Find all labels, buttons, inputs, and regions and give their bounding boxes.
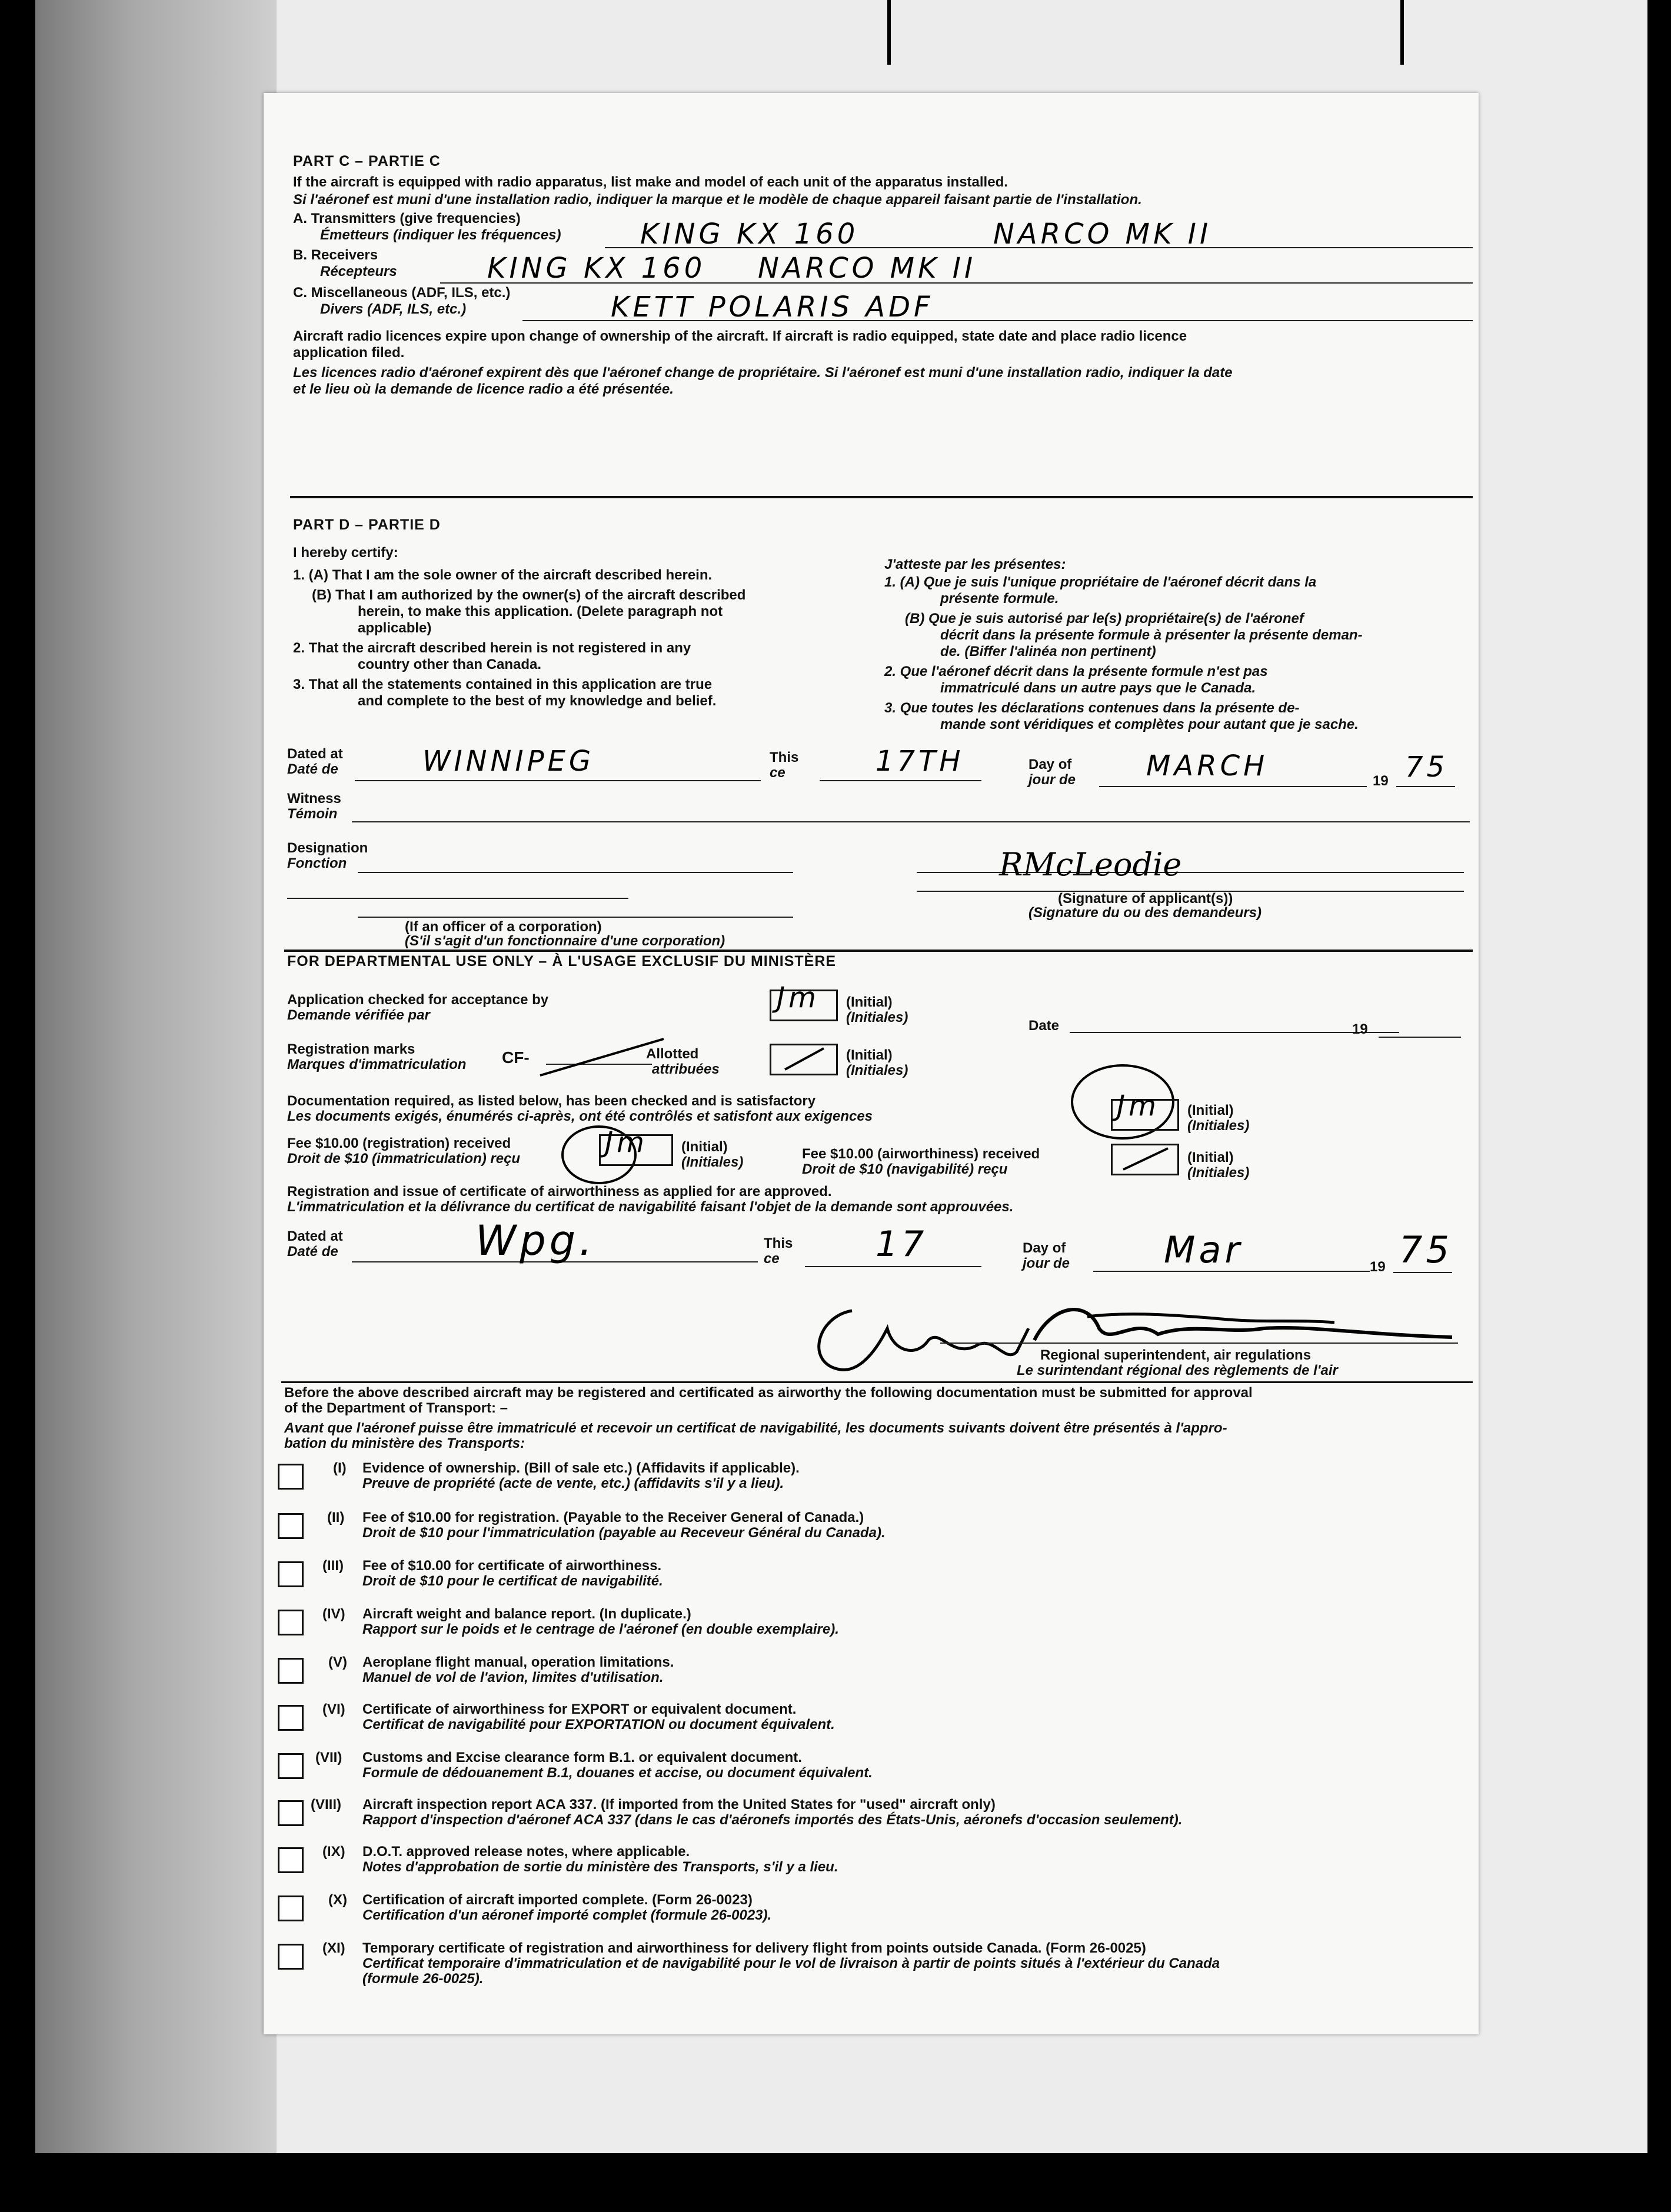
witness-fr: Témoin: [287, 806, 338, 822]
frame-tick-bottom: [277, 2153, 280, 2212]
cert-fr-3: (B) Que je suis autorisé par le(s) propriétaire(s) de l'aéronef: [905, 611, 1304, 627]
requirement-checkbox-1[interactable]: [278, 1464, 304, 1490]
requirement-en-10: Certification of aircraft imported complete. (Form 26-0023): [362, 1892, 753, 1908]
doc-checked-fr: Les documents exigés, énumérés ci-après, ont été contrôlés et satisfont aux exigences: [287, 1108, 873, 1124]
approval-day-of-value: Mar: [1164, 1228, 1243, 1271]
approval-day-of-en: Day of: [1023, 1240, 1066, 1256]
receivers-label-fr: Récepteurs: [320, 264, 397, 279]
approval-day-of-fr: jour de: [1023, 1255, 1070, 1271]
cert-en-8: and complete to the best of my knowledge and belief.: [358, 693, 717, 709]
fee-air-initial-fr: (Initiales): [1187, 1165, 1250, 1181]
requirement-en-4: Aircraft weight and balance report. (In duplicate.): [362, 1606, 691, 1622]
checked-en: Application checked for acceptance by: [287, 992, 549, 1008]
designation-fr: Fonction: [287, 855, 347, 871]
fee-reg-fr: Droit de $10 (immatriculation) reçu: [287, 1151, 521, 1167]
cert-en-6: country other than Canada.: [358, 657, 542, 672]
dated-at-line: [355, 780, 761, 781]
dept-heading: FOR DEPARTMENTAL USE ONLY – À L'USAGE EXCLUSIF DU MINISTÈRE: [287, 953, 837, 970]
part-c-heading: PART C – PARTIE C: [293, 153, 441, 169]
part-d-heading: PART D – PARTIE D: [293, 517, 441, 533]
year-prefix: 19: [1373, 773, 1389, 789]
requirement-checkbox-10[interactable]: [278, 1895, 304, 1921]
requirement-fr-6: Certificat de navigabilité pour EXPORTATION ou document équivalent.: [362, 1717, 835, 1733]
signature-label-en: (Signature of applicant(s)): [1058, 891, 1233, 907]
checked-date-label: Date: [1028, 1018, 1060, 1034]
checked-year-line: [1379, 1037, 1461, 1038]
superintendent-fr: Le surintendant régional des règlements de l'air: [1017, 1362, 1338, 1378]
transmitters-value-1: KING KX 160: [640, 218, 859, 251]
dated-at-en: Dated at: [287, 746, 343, 762]
fee-reg-initial-fr: (Initiales): [681, 1154, 744, 1170]
requirement-fr-11b: (formule 26-0025).: [362, 1971, 484, 1987]
requirement-checkbox-7[interactable]: [278, 1753, 304, 1779]
requirement-fr-1: Preuve de propriété (acte de vente, etc.) (affidavits s'il y a lieu).: [362, 1475, 784, 1491]
requirement-checkbox-4[interactable]: [278, 1610, 304, 1635]
receivers-label-en: B. Receivers: [293, 247, 378, 263]
cert-en-1: 1. (A) That I am the sole owner of the aircraft described herein.: [293, 567, 713, 583]
cert-fr-4: décrit dans la présente formule à présenter la présente deman-: [940, 627, 1363, 643]
signature-label-fr: (Signature du ou des demandeurs): [1028, 905, 1262, 921]
transmitters-label-fr: Émetteurs (indiquer les fréquences): [320, 227, 561, 243]
requirement-fr-4: Rapport sur le poids et le centrage de l'aéronef (en double exemplaire).: [362, 1621, 839, 1637]
checked-fr: Demande vérifiée par: [287, 1007, 430, 1023]
requirement-checkbox-11[interactable]: [278, 1944, 304, 1970]
receivers-value-2: NARCO MK II: [758, 252, 977, 285]
requirement-en-1: Evidence of ownership. (Bill of sale etc.) (Affidavits if applicable).: [362, 1460, 800, 1476]
border-bottom: [0, 2153, 1671, 2212]
fee-air-initial-en: (Initial): [1187, 1150, 1234, 1165]
witness-line: [352, 821, 1470, 822]
witness-en: Witness: [287, 791, 341, 807]
fee-air-strike-mark: [1120, 1146, 1173, 1172]
cert-fr-5: de. (Biffer l'alinéa non pertinent): [940, 644, 1156, 659]
border-left: [0, 0, 35, 2212]
cert-fr-1: 1. (A) Que je suis l'unique propriétaire de l'aéronef décrit dans la: [884, 574, 1317, 590]
cert-en-5: 2. That the aircraft described herein is not registered in any: [293, 640, 691, 656]
licence-en-2: application filed.: [293, 345, 405, 361]
cert-fr-6: 2. Que l'aéronef décrit dans la présente formule n'est pas: [884, 664, 1268, 679]
officer-line-1: [287, 898, 628, 899]
part-d-rule: [290, 496, 1473, 498]
requirement-checkbox-8[interactable]: [278, 1800, 304, 1826]
year-line: [1396, 786, 1455, 787]
requirement-fr-10: Certification d'un aéronef importé complet (formule 26-0023).: [362, 1907, 772, 1923]
misc-value: KETT POLARIS ADF: [611, 291, 934, 324]
cf-prefix: CF-: [502, 1048, 530, 1067]
requirement-en-6: Certificate of airworthiness for EXPORT or equivalent document.: [362, 1701, 797, 1717]
requirement-en-7: Customs and Excise clearance form B.1. or equivalent document.: [362, 1750, 802, 1765]
requirement-fr-5: Manuel de vol de l'avion, limites d'utilisation.: [362, 1670, 664, 1685]
transmitters-label-en: A. Transmitters (give frequencies): [293, 211, 521, 226]
fee-reg-initial-en: (Initial): [681, 1139, 728, 1155]
part-c-intro-fr: Si l'aéronef est muni d'une installation radio, indiquer la marque et le modèle de chaque appareil faisant partie de l'installation.: [293, 192, 1142, 208]
allotted-en: Allotted: [646, 1046, 699, 1062]
requirement-fr-2: Droit de $10 pour l'immatriculation (payable au Receveur Général du Canada).: [362, 1525, 886, 1541]
requirement-en-5: Aeroplane flight manual, operation limitations.: [362, 1654, 674, 1670]
fee-air-fr: Droit de $10 (navigabilité) reçu: [802, 1161, 1008, 1177]
part-c-intro-en: If the aircraft is equipped with radio apparatus, list make and model of each unit of the apparatus installed.: [293, 174, 1008, 190]
form-page: [264, 93, 1479, 2034]
certify-en: I hereby certify:: [293, 545, 398, 561]
border-right: [1647, 0, 1671, 2212]
designation-en: Designation: [287, 840, 368, 856]
approval-this-line: [805, 1266, 981, 1267]
this-line: [820, 780, 981, 781]
licence-fr-2: et le lieu où la demande de licence radio a été présentée.: [293, 381, 674, 397]
requirement-num-7: (VII): [315, 1750, 342, 1765]
approval-this-en: This: [764, 1235, 793, 1251]
designation-line: [358, 872, 793, 873]
cert-en-3: herein, to make this application. (Delete paragraph not: [358, 604, 723, 619]
requirements-intro-fr-2: bation du ministère des Transports:: [284, 1435, 525, 1451]
cert-en-7: 3. That all the statements contained in this application are true: [293, 677, 713, 692]
marks-fr: Marques d'immatriculation: [287, 1057, 467, 1072]
receivers-value-1: KING KX 160: [487, 252, 706, 285]
requirement-fr-7: Formule de dédouanement B.1, douanes et accise, ou document équivalent.: [362, 1765, 873, 1781]
this-fr: ce: [770, 765, 785, 781]
licence-fr-1: Les licences radio d'aéronef expirent dès que l'aéronef change de propriétaire. Si l'aéronef est muni d'une installation radio, indiquer la date: [293, 365, 1233, 381]
frame-tick-top: [887, 0, 891, 65]
cert-fr-8: 3. Que toutes les déclarations contenues dans la présente de-: [884, 700, 1300, 716]
doc-initial-en: (Initial): [1187, 1102, 1234, 1118]
requirement-checkbox-3[interactable]: [278, 1561, 304, 1587]
checked-initial-en: (Initial): [846, 994, 893, 1010]
requirement-en-9: D.O.T. approved release notes, where applicable.: [362, 1844, 690, 1860]
year-value: 75: [1405, 751, 1449, 784]
requirement-num-3: (III): [322, 1558, 344, 1574]
checked-year-prefix: 19: [1352, 1021, 1368, 1037]
officer-line-2: [358, 917, 793, 918]
approved-en: Registration and issue of certificate of airworthiness as applied for are approved.: [287, 1184, 832, 1200]
requirement-checkbox-9[interactable]: [278, 1847, 304, 1873]
frame-tick-top-right: [1400, 0, 1404, 65]
fee-air-en: Fee $10.00 (airworthiness) received: [802, 1146, 1040, 1162]
misc-label-en: C. Miscellaneous (ADF, ILS, etc.): [293, 285, 511, 301]
requirements-intro-en-1: Before the above described aircraft may be registered and certificated as airworthy the following documentation must be submitted for approval: [284, 1385, 1253, 1401]
requirements-intro-en-2: of the Department of Transport: –: [284, 1400, 508, 1416]
cert-fr-2: présente formule.: [940, 591, 1059, 607]
fee-reg-en: Fee $10.00 (registration) received: [287, 1135, 511, 1151]
misc-label-fr: Divers (ADF, ILS, etc.): [320, 301, 467, 317]
allotted-initial-fr: (Initiales): [846, 1062, 908, 1078]
allotted-strike-mark: [781, 1046, 828, 1072]
approval-this-value: 17: [876, 1224, 928, 1265]
checked-initial-mark: Jm: [777, 981, 820, 1014]
approval-year-value: 75: [1399, 1228, 1453, 1271]
requirement-num-6: (VI): [322, 1701, 345, 1717]
requirement-checkbox-2[interactable]: [278, 1513, 304, 1539]
allotted-initial-en: (Initial): [846, 1047, 893, 1063]
dept-rule: [284, 950, 1473, 952]
frame-tick-bottom-mid: [906, 2153, 910, 2212]
day-of-en: Day of: [1028, 757, 1072, 772]
requirement-num-11: (XI): [322, 1940, 345, 1956]
applicant-signature: RMcLeodie: [999, 846, 1182, 883]
requirement-fr-3: Droit de $10 pour le certificat de navigabilité.: [362, 1573, 663, 1589]
checked-initial-fr: (Initiales): [846, 1010, 908, 1025]
this-value: 17TH: [876, 745, 964, 778]
doc-checked-en: Documentation required, as listed below, has been checked and is satisfactory: [287, 1093, 816, 1109]
requirement-num-8: (VIII): [311, 1797, 341, 1813]
doc-initial-fr: (Initiales): [1187, 1118, 1250, 1134]
day-of-fr: jour de: [1028, 772, 1076, 788]
requirement-en-8: Aircraft inspection report ACA 337. (If imported from the United States for "used" aircraft only): [362, 1797, 996, 1813]
requirement-fr-11: Certificat temporaire d'immatriculation et de navigabilité pour le vol de livraison à partir de points situés à l'extérieur du Canada: [362, 1956, 1220, 1971]
requirements-rule: [281, 1381, 1473, 1383]
approval-year-line: [1393, 1272, 1452, 1273]
superintendent-line: [940, 1342, 1458, 1344]
cert-en-4: applicable): [358, 620, 432, 636]
officer-en: (If an officer of a corporation): [405, 919, 602, 935]
approval-dated-en: Dated at: [287, 1228, 343, 1244]
approval-dated-fr: Daté de: [287, 1244, 338, 1260]
checked-date-line: [1070, 1032, 1399, 1033]
approval-dated-value: Wpg.: [475, 1217, 596, 1265]
doc-initial-mark: Jm: [1117, 1090, 1160, 1122]
requirement-fr-8: Rapport d'inspection d'aéronef ACA 337 (dans le cas d'aéronefs importés des États-Unis, aéronefs d'occasion seulement).: [362, 1812, 1183, 1828]
scan-shadow: [35, 0, 277, 2153]
officer-fr: (S'il s'agit d'un fonctionnaire d'une corporation): [405, 933, 725, 949]
cert-fr-9: mande sont véridiques et complètes pour autant que je sache.: [940, 717, 1359, 732]
requirement-num-1: (I): [333, 1460, 347, 1476]
requirement-num-5: (V): [328, 1654, 347, 1670]
allotted-fr: attribuées: [652, 1061, 720, 1077]
requirement-checkbox-5[interactable]: [278, 1658, 304, 1684]
requirement-checkbox-6[interactable]: [278, 1705, 304, 1731]
approval-this-fr: ce: [764, 1251, 780, 1267]
requirement-num-9: (IX): [322, 1844, 345, 1860]
transmitters-value-2: NARCO MK II: [993, 218, 1212, 251]
requirements-intro-fr-1: Avant que l'aéronef puisse être immatriculé et recevoir un certificat de navigabilité, les documents suivants doivent être présentés à l'appro-: [284, 1420, 1227, 1436]
requirement-en-3: Fee of $10.00 for certificate of airworthiness.: [362, 1558, 662, 1574]
day-of-line: [1099, 786, 1367, 787]
superintendent-en: Regional superintendent, air regulations: [1040, 1347, 1311, 1363]
this-en: This: [770, 749, 799, 765]
day-of-value: MARCH: [1146, 749, 1269, 782]
approved-fr: L'immatriculation et la délivrance du certificat de navigabilité faisant l'objet de la demande sont approuvées.: [287, 1199, 1014, 1215]
marks-en: Registration marks: [287, 1041, 415, 1057]
cert-fr-7: immatriculé dans un autre pays que le Canada.: [940, 680, 1256, 696]
licence-en-1: Aircraft radio licences expire upon change of ownership of the aircraft. If aircraft is radio equipped, state date and place radio licence: [293, 328, 1187, 344]
requirement-fr-9: Notes d'approbation de sortie du ministère des Transports, s'il y a lieu.: [362, 1859, 838, 1875]
dated-at-fr: Daté de: [287, 761, 338, 777]
certify-fr: J'atteste par les présentes:: [884, 557, 1066, 572]
requirement-num-4: (IV): [322, 1606, 345, 1622]
requirement-num-2: (II): [327, 1510, 345, 1525]
cert-en-2: (B) That I am authorized by the owner(s) of the aircraft described: [312, 587, 746, 603]
approval-year-prefix: 19: [1370, 1259, 1386, 1275]
requirement-en-2: Fee of $10.00 for registration. (Payable to the Receiver General of Canada.): [362, 1510, 864, 1525]
requirement-en-11: Temporary certificate of registration and airworthiness for delivery flight from points outside Canada. (Form 26-0025): [362, 1940, 1146, 1956]
fee-reg-initial-mark: Jm: [605, 1126, 648, 1159]
requirement-num-10: (X): [328, 1892, 347, 1908]
dated-at-value: WINNIPEG: [422, 745, 595, 778]
